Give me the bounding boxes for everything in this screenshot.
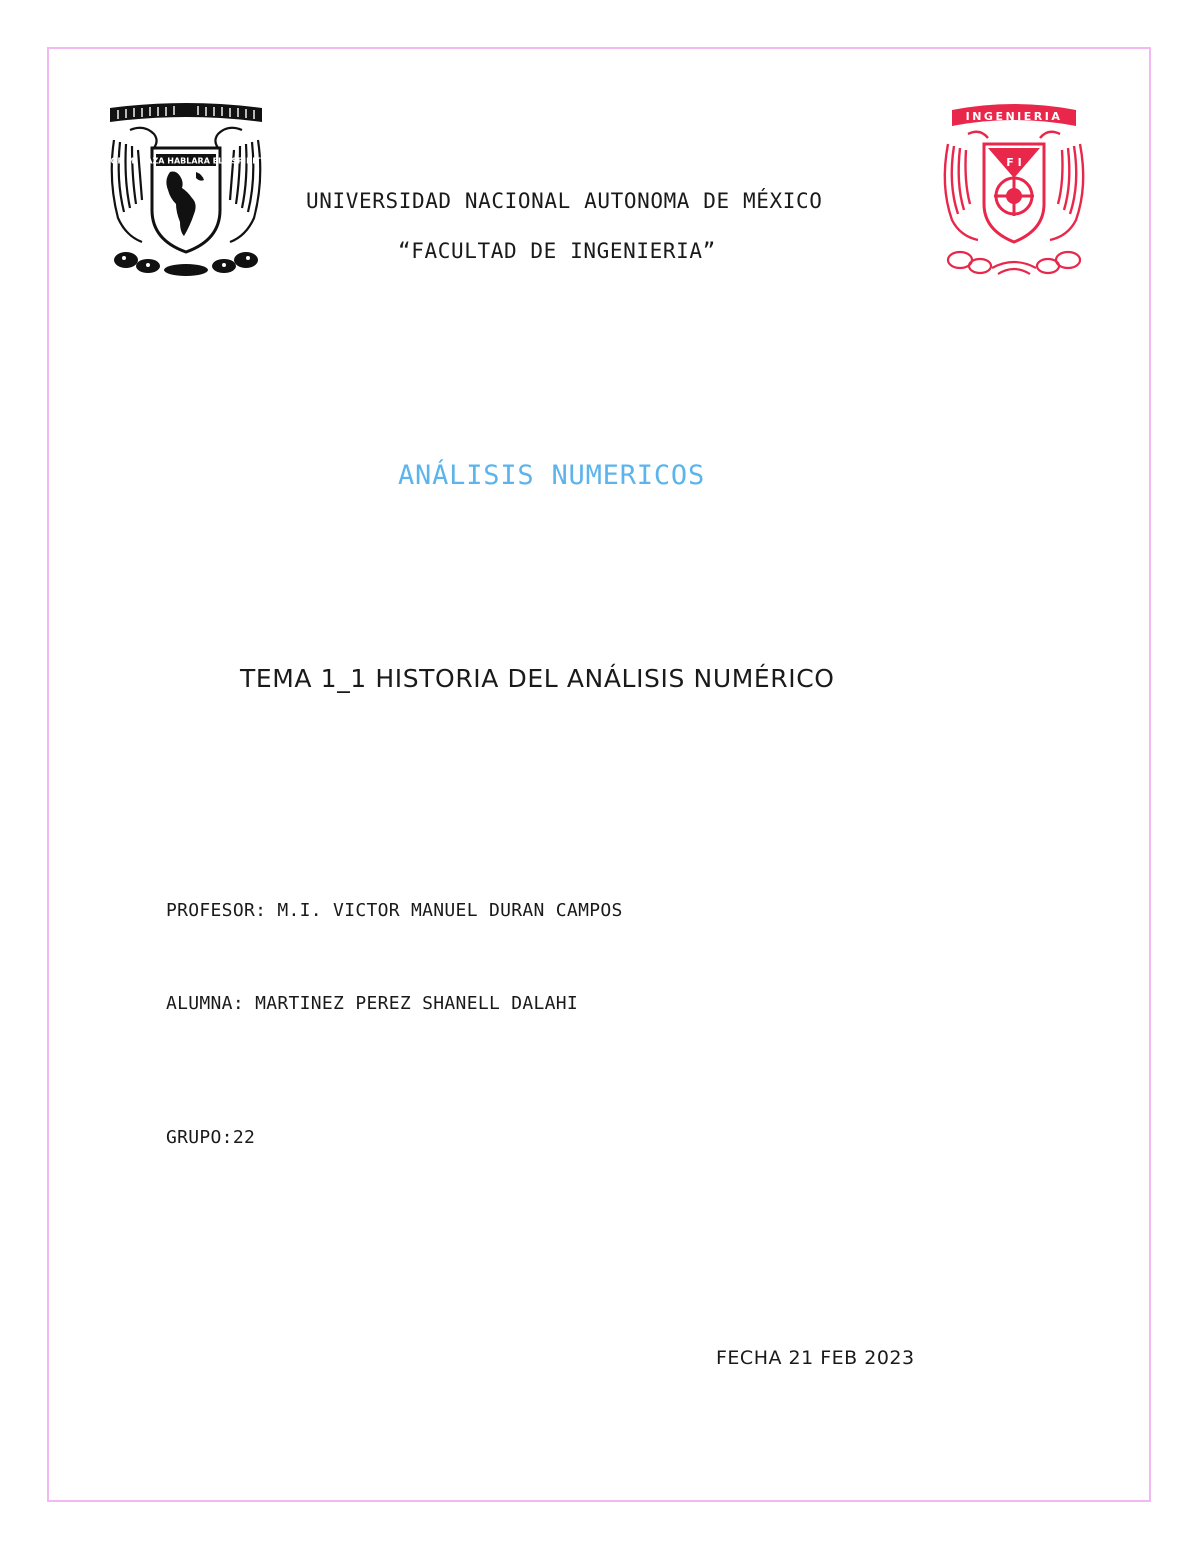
faculty-name: “FACULTAD DE INGENIERIA” <box>398 239 716 263</box>
fi-seal-graphic <box>938 100 1090 280</box>
group-line: GRUPO:22 <box>166 1127 256 1148</box>
facultad-ingenieria-seal-icon <box>938 100 1090 280</box>
university-name: UNIVERSIDAD NACIONAL AUTONOMA DE MÉXICO <box>306 189 823 213</box>
fi-initials-text: F I <box>1006 156 1022 169</box>
unam-seal-icon <box>104 100 268 280</box>
subject-title: ANÁLISIS NUMERICOS <box>398 460 705 491</box>
topic-title: TEMA 1_1 HISTORIA DEL ANÁLISIS NUMÉRICO <box>240 664 835 693</box>
student-line: ALUMNA: MARTINEZ PEREZ SHANELL DALAHI <box>166 993 579 1014</box>
unam-seal-graphic <box>104 100 268 280</box>
date-line: FECHA 21 FEB 2023 <box>716 1347 915 1369</box>
professor-line: PROFESOR: M.I. VICTOR MANUEL DURAN CAMPOS <box>166 900 623 921</box>
fi-banner-text: INGENIERIA <box>965 110 1063 123</box>
unam-motto-text: POR MI RAZA HABLARA EL ESPIRITU <box>104 156 268 166</box>
